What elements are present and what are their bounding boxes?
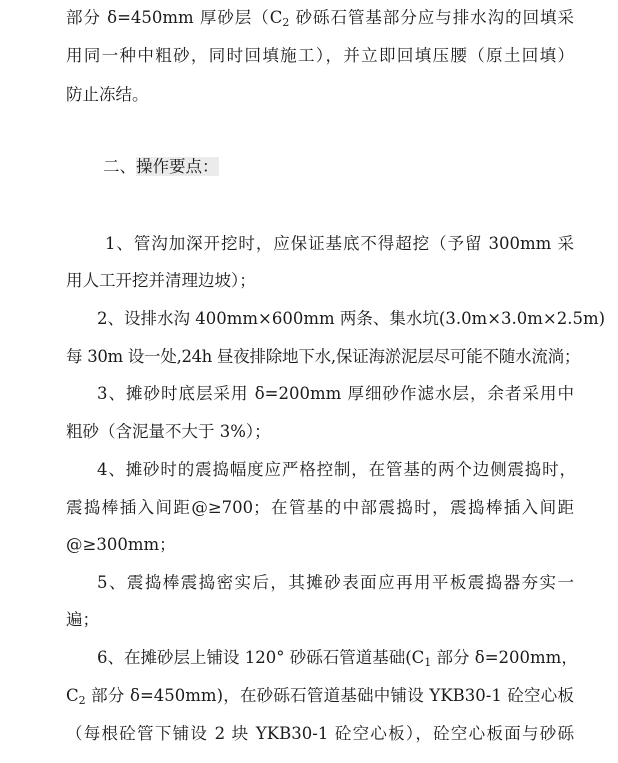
item-5-line-1: 5、震捣棒震捣密实后，其摊砂表面应再用平板震捣器夯实一 [97, 573, 574, 592]
para0-line-2: 用同一种中粗砂，同时回填施工），并立即回填压腰（原土回填） [66, 46, 574, 65]
item-3-line-2: 粗砂（含泥量不大于 3%）； [66, 422, 271, 441]
item-4-line-3: @≥300mm； [66, 535, 176, 554]
item-6-line-3: （每根砼管下铺设 2 块 YKB30-1 砼空心板），砼空心板面与砂砾 [66, 724, 574, 743]
para0-line-3: 防止冻结。 [66, 85, 149, 104]
item-6-line-1: 6、在摊砂层上铺设 120° 砂砾石管道基础($C_1$ 部分 δ=200mm， [97, 648, 578, 669]
section-prefix: 二、 [103, 157, 136, 176]
item-1-line-2: 用人工开挖并清理边坡）； [66, 271, 256, 290]
section-heading [103, 155, 219, 179]
item-2-line-1: 2、设排水沟 400mm×600mm 两条、集水坑(3.0m×3.0m×2.5m) [97, 309, 606, 328]
item-3-line-1: 3、摊砂时底层采用 δ=200mm 厚细砂作滤水层，余者采用中 [97, 384, 574, 403]
item-6-line-2: $C_2$ 部分 δ=450mm)，在砂砾石管道基础中铺设 YKB30-1 砼空心板 [66, 686, 574, 707]
item-5-line-2: 遍； [66, 610, 99, 629]
item-4-line-1: 4、摊砂时的震捣幅度应严格控制，在管基的两个边侧震捣时， [97, 460, 576, 479]
item-2-line-2: 每 30m 设一处,24h 昼夜排除地下水,保证海淤泥层尽可能不随水流淌； [66, 347, 580, 366]
item-4-line-2: 震捣棒插入间距@≥700；在管基的中部震捣时，震捣棒插入间距 [66, 498, 574, 517]
item-1-line-1: 1、管沟加深开挖时，应保证基底不得超挖（予留 300mm 采 [105, 234, 574, 253]
para0-line-1: 部分 δ=450mm 厚砂层（$C_2$ 砂砾石管基部分应与排水沟的回填采 [66, 8, 574, 29]
section-title: 操作要点： [136, 157, 219, 176]
